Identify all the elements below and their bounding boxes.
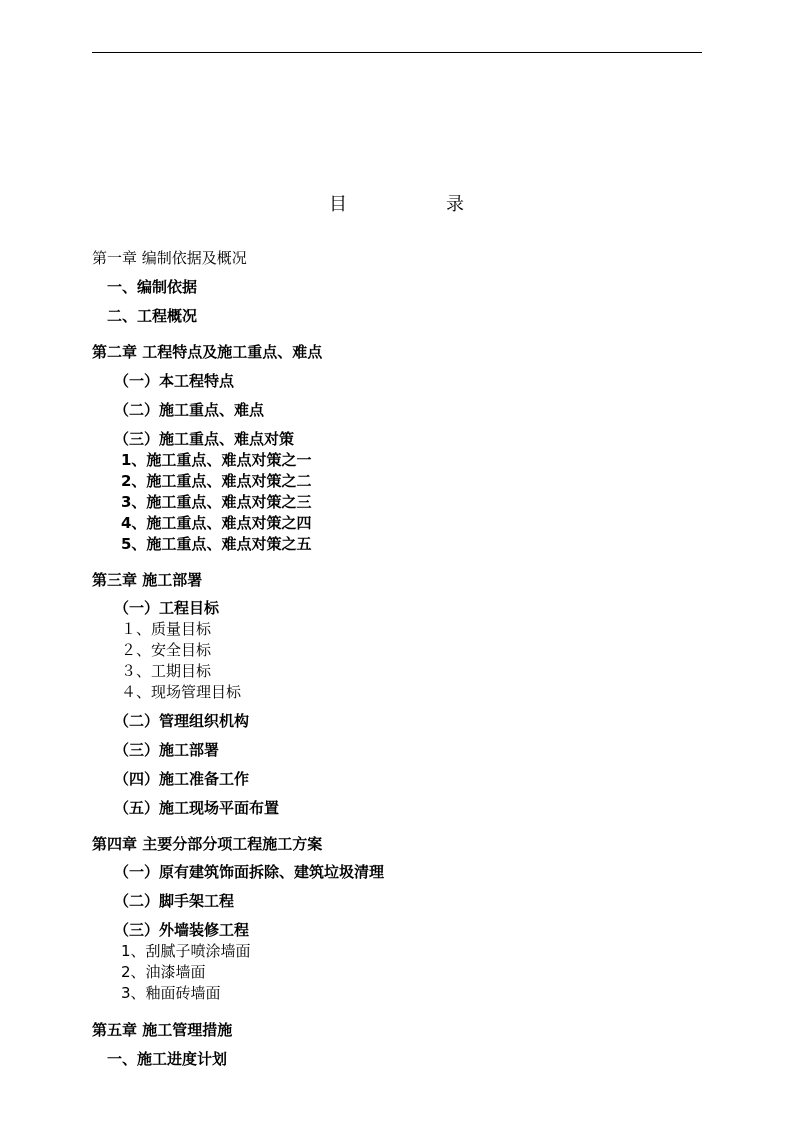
toc-entry-sub: （一）本工程特点 [114,372,235,390]
toc-title [0,190,794,216]
toc-entry-sub: （一）工程目标 [114,599,220,617]
toc-entry-section: 二、工程概况 [107,307,198,325]
toc-entry-sub: （三）外墙装修工程 [114,921,250,939]
toc-entry-sub: （三）施工部署 [114,741,220,759]
toc-entry-item: 3、釉面砖墙面 [121,984,221,1002]
toc-entry-sub: （二）施工重点、难点 [114,401,265,419]
toc-entry-section: 一、施工进度计划 [107,1050,228,1068]
toc-entry-sub: （一）原有建筑饰面拆除、建筑垃圾清理 [114,863,385,881]
toc-entry-item: １、质量目标 [121,620,212,638]
toc-entry-chapter: 第一章 编制依据及概况 [92,249,247,267]
toc-entry-chapter: 第四章 主要分部分项工程施工方案 [92,835,323,853]
toc-entry-item: ２、安全目标 [121,641,212,659]
toc-entry-item: ４、现场管理目标 [121,683,242,701]
toc-entry-chapter: 第五章 施工管理措施 [92,1021,233,1039]
toc-title-char-1: 目 [329,194,347,215]
toc-entry-sub: （二）脚手架工程 [114,892,235,910]
toc-entry-chapter: 第二章 工程特点及施工重点、难点 [92,343,323,361]
toc-entry-chapter: 第三章 施工部署 [92,571,203,589]
toc-entry-sub: （四）施工准备工作 [114,770,250,788]
toc-entry-item: 4、施工重点、难点对策之四 [121,514,312,532]
toc-entry-sub: （三）施工重点、难点对策 [114,430,295,448]
toc-entry-item: ３、工期目标 [121,662,212,680]
toc-entry-item: 1、刮腻子喷涂墙面 [121,942,251,960]
toc-entry-sub: （五）施工现场平面布置 [114,799,280,817]
toc-entry-item: 3、施工重点、难点对策之三 [121,493,312,511]
toc-entry-item: 5、施工重点、难点对策之五 [121,535,312,553]
toc-entry-item: 1、施工重点、难点对策之一 [121,451,312,469]
toc-entry-section: 一、编制依据 [107,278,198,296]
toc-entry-sub: （二）管理组织机构 [114,712,250,730]
toc-title-char-2: 录 [446,194,464,215]
toc-entry-item: 2、施工重点、难点对策之二 [121,472,312,490]
toc-entry-item: 2、油漆墙面 [121,963,206,981]
header-rule [92,52,702,53]
